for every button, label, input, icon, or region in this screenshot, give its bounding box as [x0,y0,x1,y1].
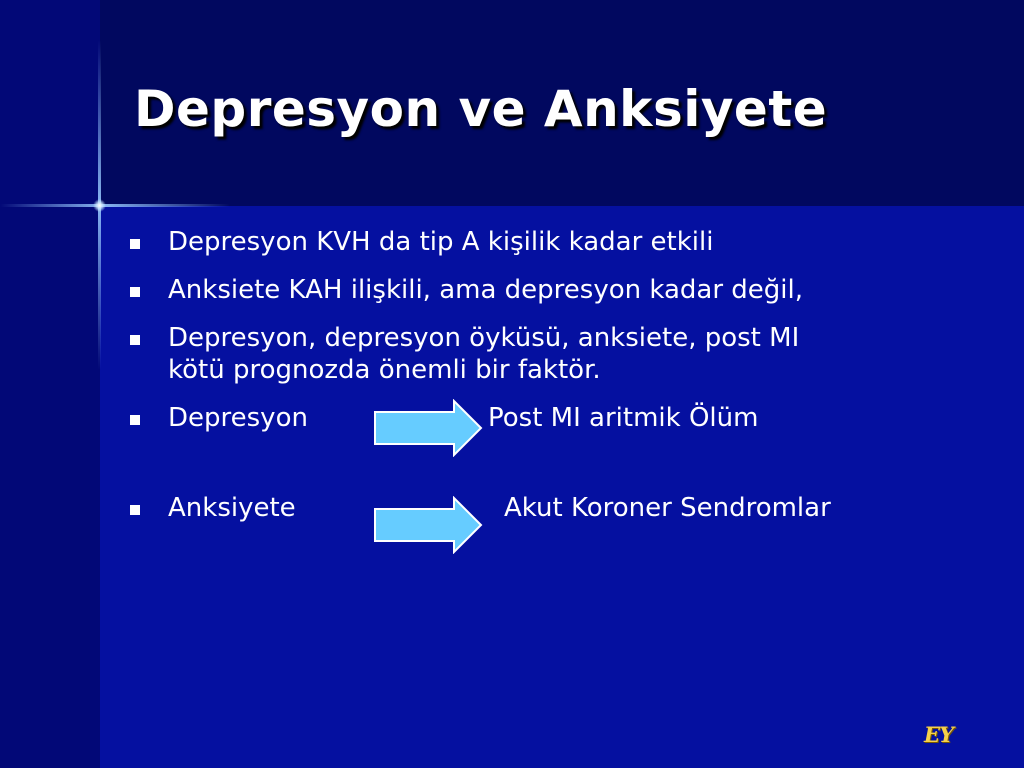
ey-logo: EY [924,722,953,747]
sparkle-star-icon [93,199,106,212]
left-band [0,0,100,768]
square-bullet-icon [130,335,140,345]
right-arrow-icon [372,399,484,457]
square-bullet-icon [130,505,140,515]
sparkle-horizontal-line [0,204,230,207]
slide: Depresyon ve Anksiyete Depresyon KVH da tip A kişilik kadar etkili Anksiete KAH ilişkili, ama depresyon kadar değil, Depresyon, depresyon öyküsü, anksiete, post MI kötü prognozda önemli bir faktör. Depresyon Post MI aritmik Ölüm Anksiyete Akut Koroner Sendromlar EY [0,0,1024,768]
slide-title: Depresyon ve Anksiyete [134,80,828,138]
square-bullet-icon [130,415,140,425]
square-bullet-icon [130,239,140,249]
right-arrow-icon [372,496,484,554]
square-bullet-icon [130,287,140,297]
